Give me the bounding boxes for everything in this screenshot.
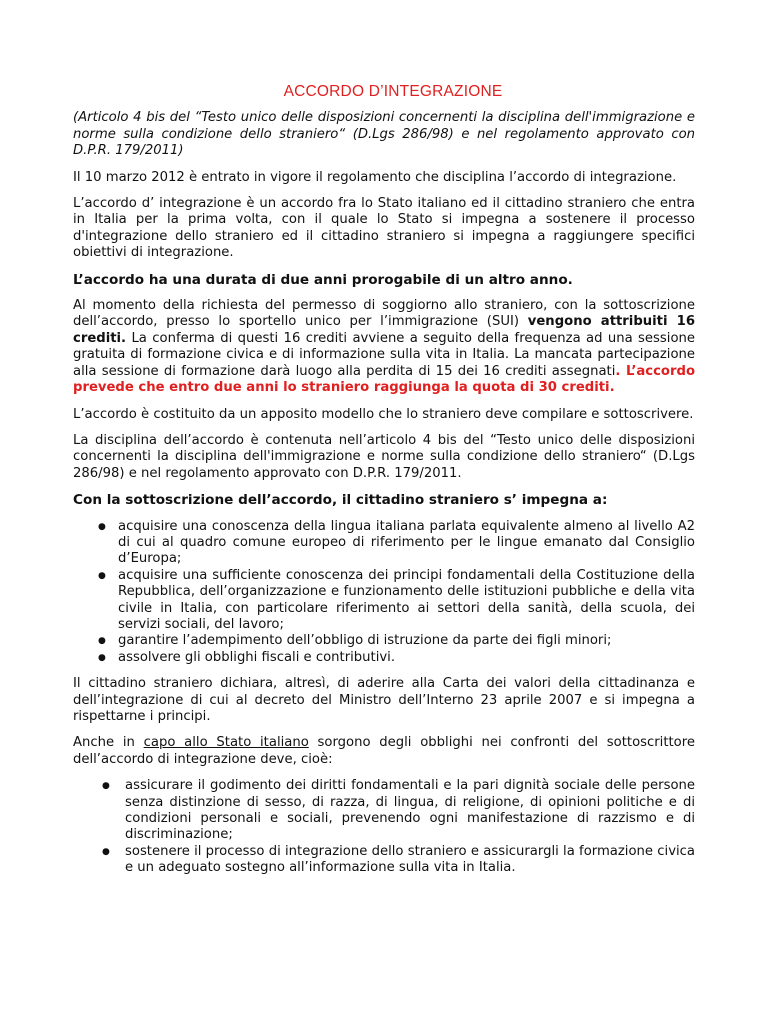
list-item xyxy=(73,844,695,877)
bullet-icon: ● xyxy=(102,781,110,792)
commitments-list xyxy=(73,519,695,667)
paragraph-credits xyxy=(73,298,695,396)
bullet-icon: ● xyxy=(98,570,106,581)
list-item xyxy=(73,519,695,568)
state-text-c: sorgono degli obblighi nei confronti del sottoscrittore dell’accordo di integrazione deve, cioè: xyxy=(73,735,695,767)
state-obligations-list xyxy=(73,778,695,876)
paragraph-state-obligations xyxy=(73,735,695,768)
document-subtitle: (Articolo 4 bis del “Testo unico delle disposizioni concernenti la disciplina dell'immigrazione e norme sulla condizione dello straniero“ (D.Lgs 286/98) e nel regolamento approvato con D.P.R. 179/2011) xyxy=(73,110,695,159)
list-item xyxy=(73,650,695,666)
paragraph-charter: Il cittadino straniero dichiara, altresì, di aderire alla Carta dei valori della cittadinanza e dell’integrazione di cui al decreto del Ministro dell’Interno 23 aprile 2007 e si impegna a rispettarne i principi. xyxy=(73,676,695,724)
list-item-text: acquisire una conoscenza della lingua italiana parlata equivalente almeno al livello A2 di cui al quadro comune europeo di riferimento per le lingue emanato dal Consiglio d’Europa; xyxy=(118,518,695,567)
list-item-text: acquisire una sufficiente conoscenza dei principi fondamentali della Costituzione della Repubblica, dell’organizzazione e funzionamento delle istituzioni pubbliche e della vita civile in Italia, con particolare riferimento ai settori della sanità, della scuola, dei servizi sociali, del lavoro; xyxy=(118,567,695,632)
paragraph-discipline: La disciplina dell’accordo è contenuta nell’articolo 4 bis del “Testo unico delle disposizioni concernenti la disciplina dell'immigrazione e norme sulla condizione dello straniero“ (D.Lgs 286/98) e nel regolamento approvato con D.P.R. 179/2011. xyxy=(73,432,695,481)
paragraph-entry-into-force: Il 10 marzo 2012 è entrato in vigore il regolamento che disciplina l’accordo di integrazione. xyxy=(73,169,677,185)
bullet-icon: ● xyxy=(98,521,106,532)
heading-duration: L’accordo ha una durata di due anni prorogabile di un altro anno. xyxy=(73,271,573,288)
paragraph-form: L’accordo è costituito da un apposito modello che lo straniero deve compilare e sottoscrivere. xyxy=(73,406,694,422)
credits-text-red: . L’accordo prevede che entro due anni lo straniero raggiunga la quota di 30 crediti. xyxy=(73,363,695,396)
bullet-icon: ● xyxy=(98,636,106,647)
bullet-icon: ● xyxy=(102,846,110,857)
bullet-icon: ● xyxy=(98,652,106,663)
paragraph-definition: L’accordo d’ integrazione è un accordo fra lo Stato italiano ed il cittadino straniero che entra in Italia per la prima volta, con il quale lo Stato si impegna a sostenere il processo d'integrazione dello straniero ed il cittadino straniero si impegna a raggiungere specifici obiettivi di integrazione. xyxy=(73,196,695,261)
list-item-text: sostenere il processo di integrazione dello straniero e assicurargli la formazione civica e un adeguato sostegno all’informazione sulla vita in Italia. xyxy=(125,843,695,876)
credits-text-a: Al momento della richiesta del permesso di soggiorno allo straniero, con la sottoscrizione dell’accordo, presso lo sportello unico per l’immigrazione (SUI) xyxy=(73,298,695,330)
list-item-text: assolvere gli obblighi fiscali e contributivi. xyxy=(118,649,396,665)
state-text-underlined: capo allo Stato italiano xyxy=(143,735,309,751)
credits-text-bold: vengono attribuiti 16 crediti. xyxy=(73,314,696,346)
heading-commitments: Con la sottoscrizione dell’accordo, il cittadino straniero s’ impegna a: xyxy=(73,492,608,509)
list-item xyxy=(73,633,695,649)
list-item xyxy=(73,778,695,844)
list-item-text: assicurare il godimento dei diritti fondamentali e la pari dignità sociale delle persone senza distinzione di sesso, di razza, di lingua, di religione, di opinioni politiche e di condizioni personali e sociali, prevenendo ogni manifestazione di razzismo e di discriminazione; xyxy=(125,778,695,843)
document-title: ACCORDO D’INTEGRAZIONE xyxy=(283,83,503,100)
state-text-a: Anche in xyxy=(73,735,144,751)
credits-text-c: La conferma di questi 16 crediti avviene a seguito della frequenza ad una sessione gratuita di formazione civica e di informazione sulla vita in Italia. La mancata partecipazione alla sessione di formazione darà luogo alla perdita di 15 dei 16 crediti assegnati xyxy=(73,330,695,379)
list-item xyxy=(73,568,695,634)
document-body xyxy=(73,84,695,887)
list-item-text: garantire l’adempimento dell’obbligo di istruzione da parte dei figli minori; xyxy=(118,633,612,649)
